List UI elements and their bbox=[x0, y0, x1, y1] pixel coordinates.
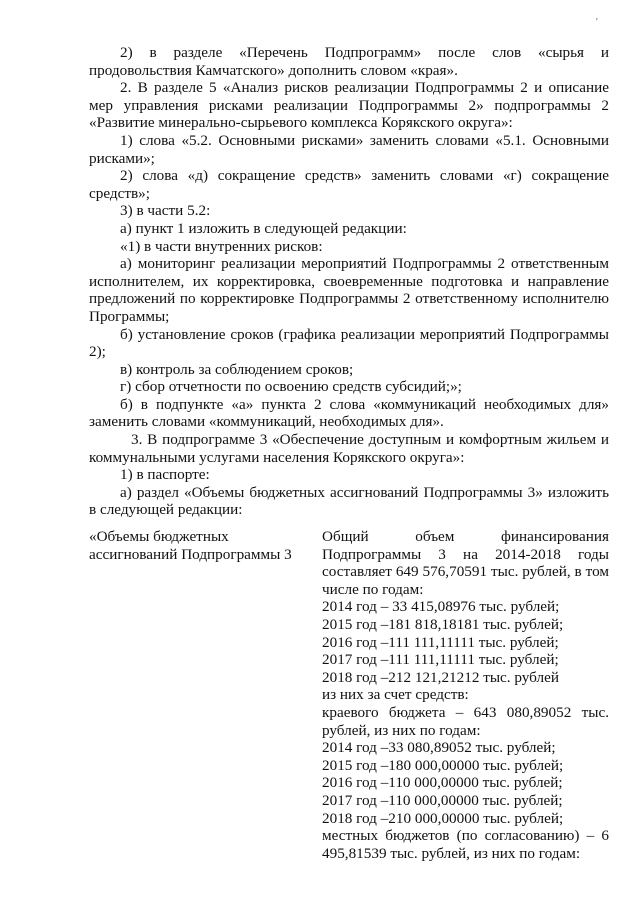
total-year-row: 2015 год –181 818,18181 тыс. рублей; bbox=[322, 615, 564, 633]
paragraph: 2. В разделе 5 «Анализ рисков реализации Подпрограммы 2 и описание мер управления рисками реализации Подпрограммы 2» подпрограммы 2 «Развитие минерально-сырьевого комплекса Корякского округа»: bbox=[89, 79, 609, 132]
paragraph: 3. В подпрограмме 3 «Обеспечение доступным и комфортным жильем и коммунальными услугами населения Корякского округа»: bbox=[89, 431, 609, 466]
regional-year-row: 2017 год –110 000,00000 тыс. рублей; bbox=[322, 791, 563, 809]
paragraph: а) пункт 1 изложить в следующей редакции: bbox=[120, 219, 407, 237]
paragraph: а) мониторинг реализации мероприятий Подпрограммы 2 ответственным исполнителем, их корректировка, своевременные подготовка и направление предложений по корректировке Подпрограммы 2 ответственному исполнителю Программы; bbox=[89, 255, 609, 325]
paragraph: а) раздел «Объемы бюджетных ассигнований Подпрограммы 3» изложить в следующей редакции: bbox=[89, 483, 609, 519]
paragraph: в) контроль за соблюдением сроков; bbox=[120, 360, 354, 378]
table-label-cell: «Объемы бюджетных ассигнований Подпрограммы 3 bbox=[89, 528, 292, 563]
paragraph: б) установление сроков (графика реализации мероприятий Подпрограммы 2); bbox=[89, 325, 609, 361]
paragraph: 2) слова «д) сокращение средств» заменить словами «г) сокращение средств»; bbox=[89, 167, 609, 202]
paragraph: г) сбор отчетности по освоению средств субсидий;»; bbox=[120, 378, 462, 396]
total-year-row: 2018 год –212 121,21212 тыс. рублей bbox=[322, 668, 559, 686]
regional-budget: краевого бюджета – 643 080,89052 тыс. рублей, из них по годам: bbox=[322, 703, 609, 739]
total-year-row: 2014 год – 33 415,08976 тыс. рублей; bbox=[322, 598, 560, 616]
paragraph: б) в подпункте «а» пункта 2 слова «коммуникаций необходимых для» заменить словами «коммуникаций, необходимых для». bbox=[89, 395, 609, 431]
paragraph: 1) в паспорте: bbox=[120, 466, 210, 484]
total-year-row: 2016 год –111 111,11111 тыс. рублей; bbox=[322, 633, 559, 651]
regional-year-row: 2016 год –110 000,00000 тыс. рублей; bbox=[322, 774, 563, 792]
paragraph: 3) в части 5.2: bbox=[120, 202, 211, 220]
sources-label: из них за счет средств: bbox=[322, 686, 469, 704]
paragraph: 2) в разделе «Перечень Подпрограмм» после слов «сырья и продовольствия Камчатского» дополнить словом «края». bbox=[89, 44, 609, 79]
regional-year-row: 2018 год –210 000,00000 тыс. рублей; bbox=[322, 809, 564, 827]
corner-mark: ' bbox=[596, 17, 598, 28]
paragraph: 1) слова «5.2. Основными рисками» заменить словами «5.1. Основными рисками»; bbox=[89, 131, 609, 167]
table-value-cell bbox=[322, 528, 609, 862]
amendment-text bbox=[89, 44, 609, 519]
regional-year-row: 2014 год –33 080,89052 тыс. рублей; bbox=[322, 739, 556, 757]
paragraph: «1) в части внутренних рисков: bbox=[120, 237, 323, 255]
regional-year-row: 2015 год –180 000,00000 тыс. рублей; bbox=[322, 756, 564, 774]
total-year-row: 2017 год –111 111,11111 тыс. рублей; bbox=[322, 651, 559, 669]
local-budget: местных бюджетов (по согласованию) – 6 495,81539 тыс. рублей, из них по годам: bbox=[322, 827, 609, 862]
financing-intro: Общий объем финансирования Подпрограммы 3 на 2014-2018 годы составляет 649 576,70591 тыс. рублей, в том числе по годам: bbox=[322, 528, 609, 598]
